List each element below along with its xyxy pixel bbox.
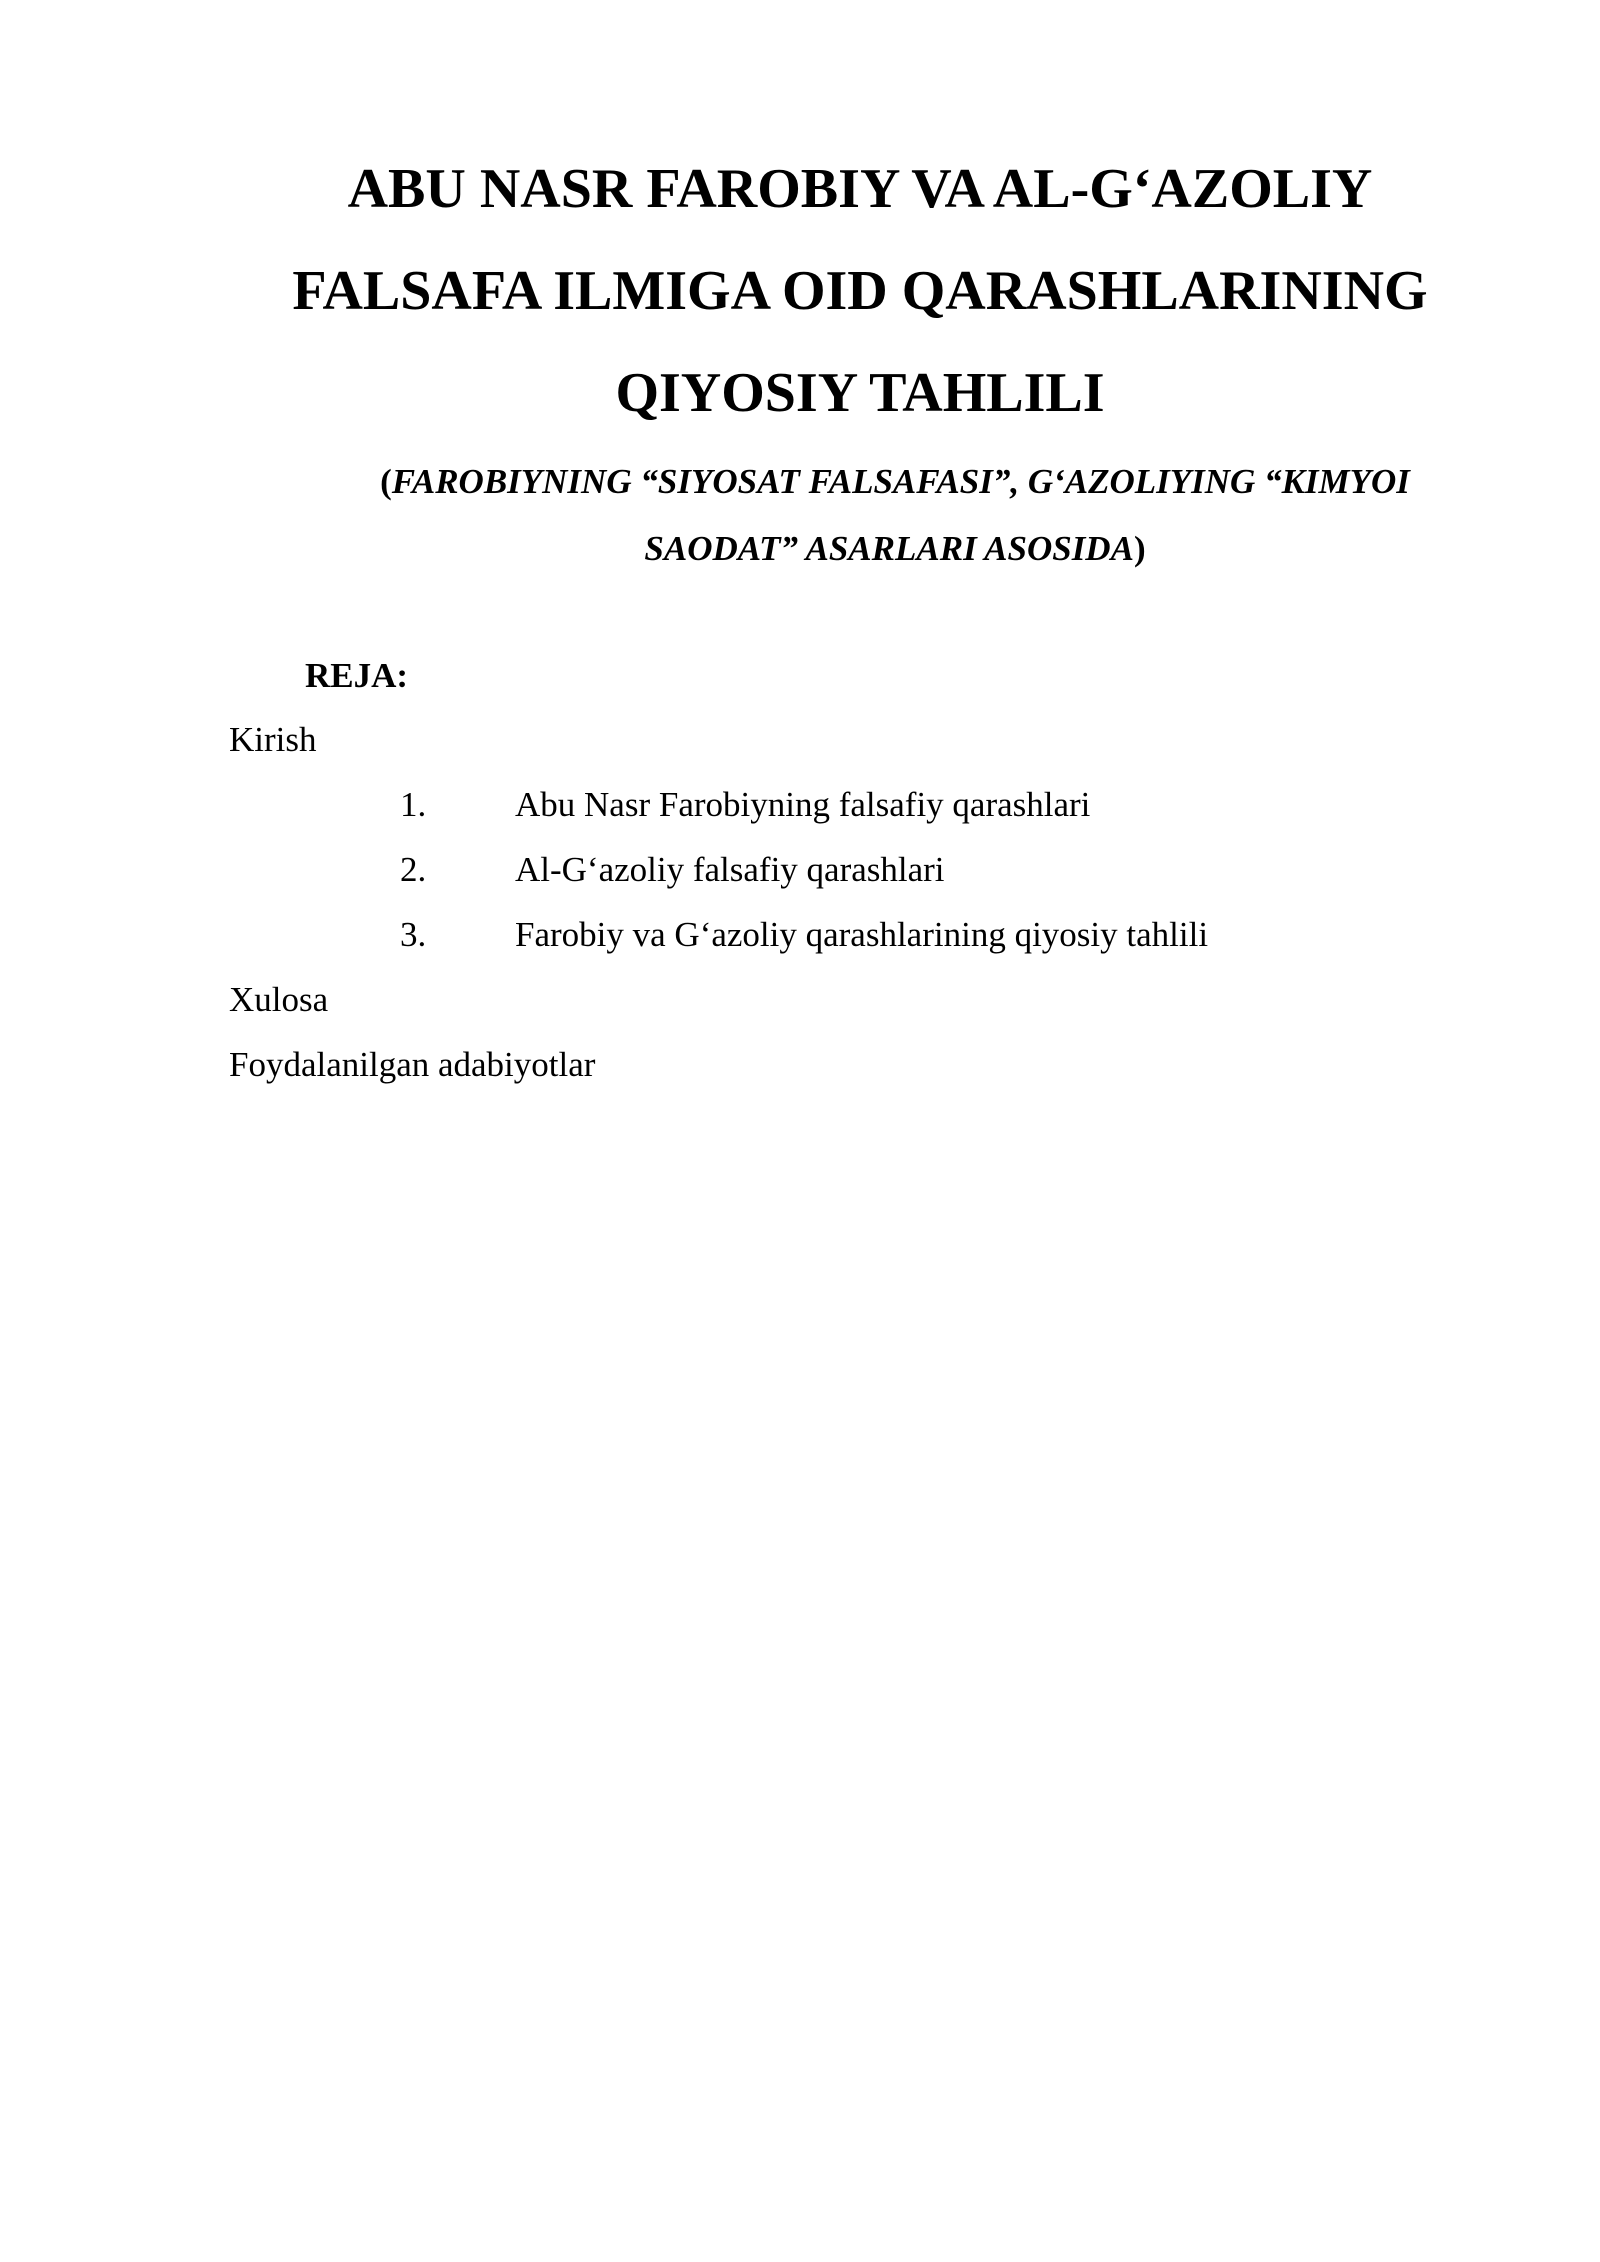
title-line-1: ABU NASR FAROBIY VA AL-G‘AZOLIY: [347, 158, 1373, 220]
subtitle-line-2-text: SAODAT” ASARLARI ASOSIDA: [644, 529, 1134, 568]
plan-item-text: Al-G‘azoliy falsafiy qarashlari: [515, 850, 945, 889]
document-subtitle: [330, 448, 1460, 582]
document-title: [230, 138, 1490, 444]
title-line-3: QIYOSIY TAHLILI: [615, 362, 1105, 424]
subtitle-line-1-text: FAROBIYNING “SIYOSAT FALSAFASI”, G‘AZOLIYING “KIMYOI: [391, 462, 1410, 501]
plan-intro: Kirish: [229, 720, 317, 759]
plan-conclusion: Xulosa: [229, 980, 329, 1019]
plan-heading: REJA:: [305, 656, 409, 695]
subtitle-close-paren: ): [1133, 529, 1146, 568]
plan-item-number: 3.: [400, 915, 427, 954]
subtitle-line-2: [330, 515, 1460, 582]
plan-references: Foydalanilgan adabiyotlar: [229, 1045, 596, 1084]
plan-item-number: 2.: [400, 850, 427, 889]
plan-item-number: 1.: [400, 785, 427, 824]
subtitle-line-1: [330, 448, 1460, 515]
title-line-2: FALSAFA ILMIGA OID QARASHLARINING: [292, 260, 1428, 322]
subtitle-open-paren: (: [380, 462, 392, 501]
plan-item-text: Farobiy va G‘azoliy qarashlarining qiyosiy tahlili: [515, 915, 1209, 954]
plan-item-text: Abu Nasr Farobiyning falsafiy qarashlari: [515, 785, 1091, 824]
